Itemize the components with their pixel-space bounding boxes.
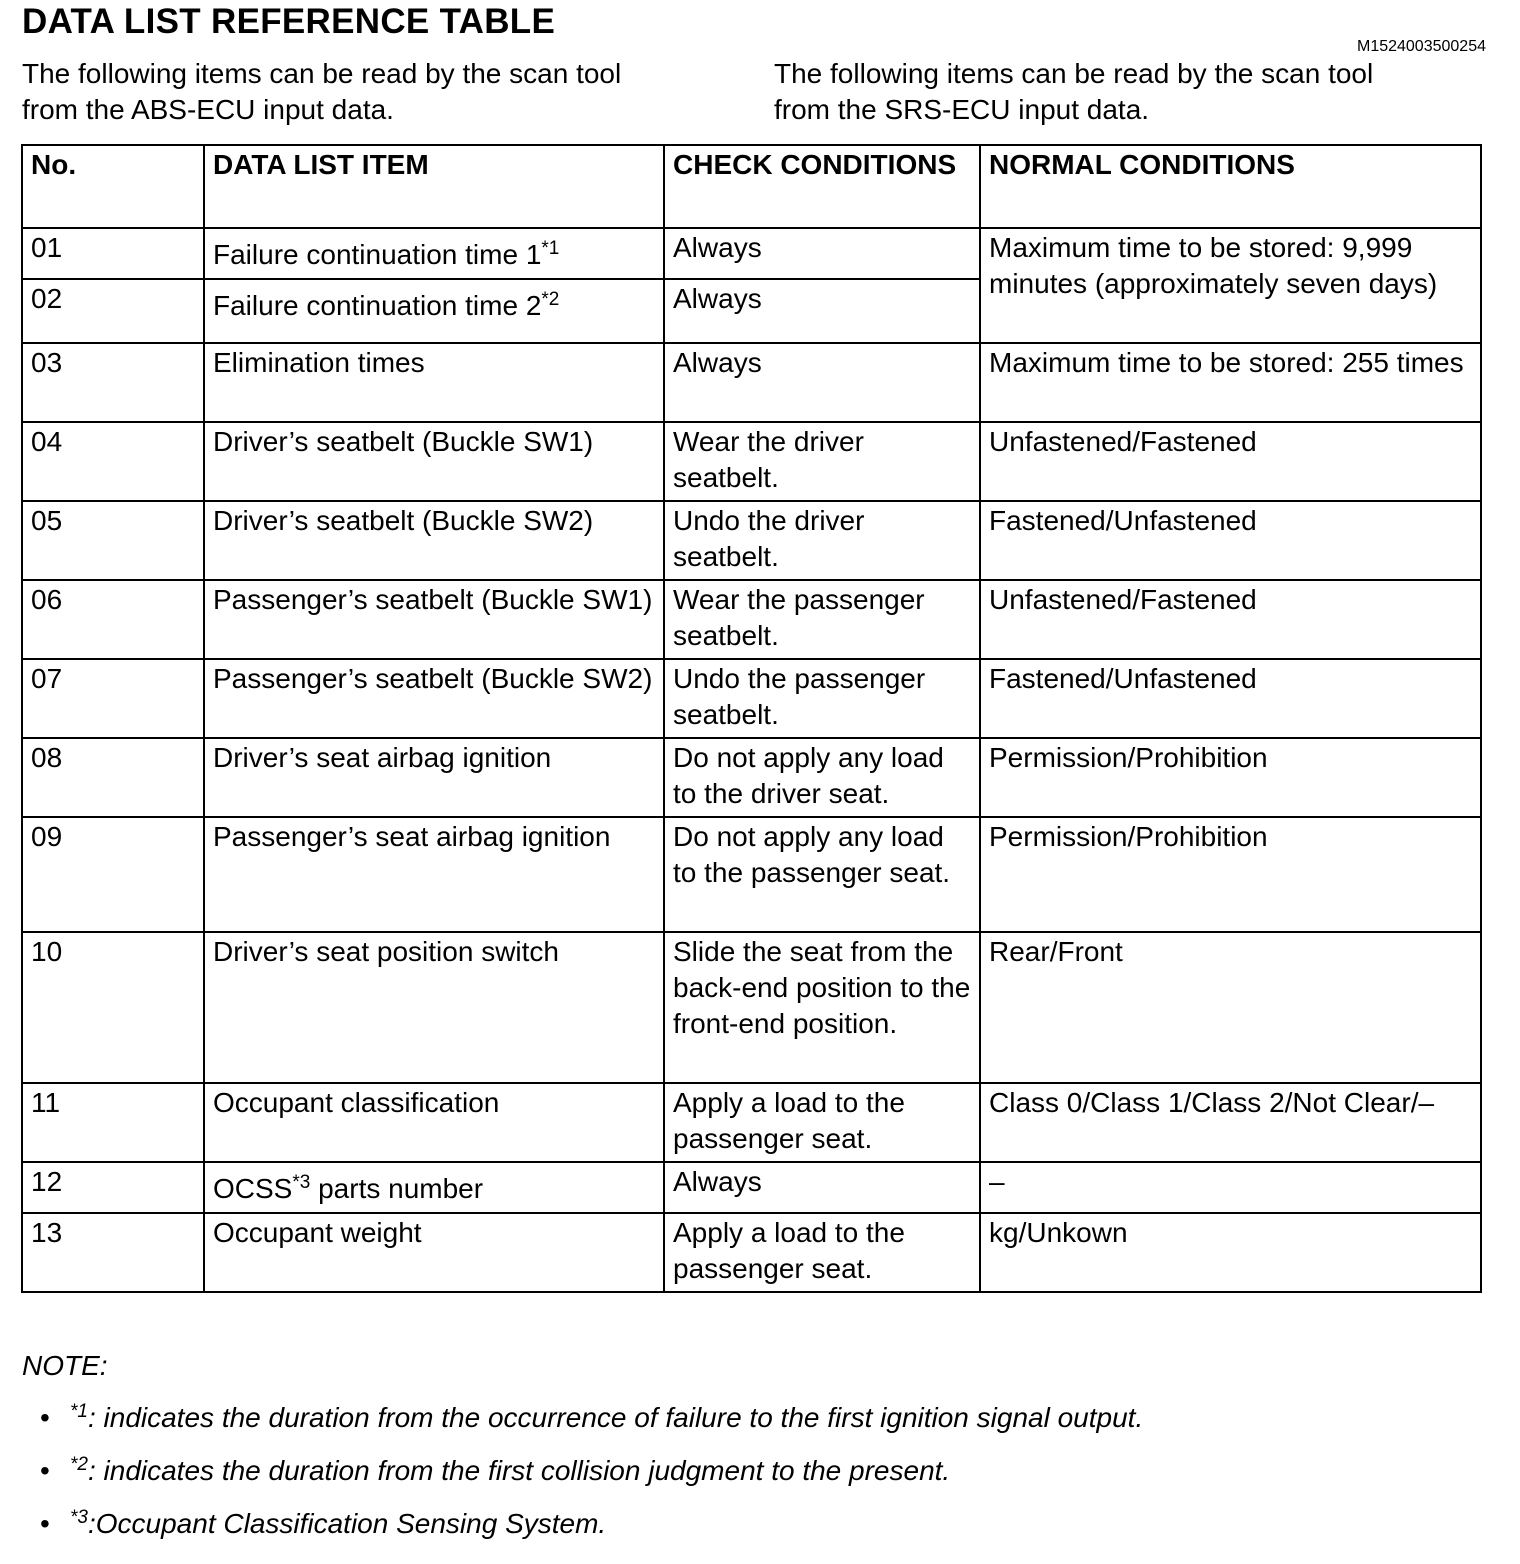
item-text: Failure continuation time 1 (213, 239, 542, 270)
cell-item: Occupant weight (204, 1213, 664, 1292)
cell-item: Driver’s seatbelt (Buckle SW1) (204, 422, 664, 501)
table-row (22, 738, 1481, 817)
table-row (22, 817, 1481, 932)
table-header-row (22, 145, 1481, 228)
cell-check: Apply a load to the passenger seat. (664, 1213, 980, 1292)
cell-no: 11 (22, 1083, 204, 1162)
cell-normal: – (980, 1162, 1481, 1213)
cell-normal: Maximum time to be stored: 9,999 minutes (approximately seven days) (980, 228, 1481, 343)
table-row (22, 422, 1481, 501)
table-row (22, 1162, 1481, 1213)
cell-no: 05 (22, 501, 204, 580)
table-row (22, 1213, 1481, 1292)
cell-no: 12 (22, 1162, 204, 1213)
intro-srs-line-2: from the SRS-ECU input data. (774, 94, 1150, 125)
cell-no: 09 (22, 817, 204, 932)
cell-check: Undo the driver seatbelt. (664, 501, 980, 580)
item-text: OCSS (213, 1173, 293, 1204)
footnote-mark: *2 (541, 289, 560, 310)
cell-check: Do not apply any load to the passenger seat. (664, 817, 980, 932)
cell-no: 02 (22, 279, 204, 343)
cell-check: Always (664, 343, 980, 422)
table-row (22, 501, 1481, 580)
cell-normal: Maximum time to be stored: 255 times (980, 343, 1481, 422)
cell-no: 07 (22, 659, 204, 738)
cell-check: Wear the passenger seatbelt. (664, 580, 980, 659)
cell-item: Occupant classification (204, 1083, 664, 1162)
cell-check: Always (664, 279, 980, 343)
cell-item: Elimination times (204, 343, 664, 422)
cell-item: Passenger’s seatbelt (Buckle SW2) (204, 659, 664, 738)
cell-item (204, 1162, 664, 1213)
cell-normal: Permission/Prohibition (980, 817, 1481, 932)
footnote-mark: *3 (292, 1172, 311, 1193)
cell-normal: Unfastened/Fastened (980, 580, 1481, 659)
cell-no: 10 (22, 932, 204, 1083)
note-text: : indicates the duration from the occurrence of failure to the first ignition signal output. (87, 1402, 1144, 1433)
note-item (22, 1506, 1143, 1559)
intro-abs (22, 56, 621, 128)
cell-check: Wear the driver seatbelt. (664, 422, 980, 501)
cell-item: Driver’s seatbelt (Buckle SW2) (204, 501, 664, 580)
column-header-item: DATA LIST ITEM (204, 145, 664, 228)
column-header-no: No. (22, 145, 204, 228)
cell-check: Apply a load to the passenger seat. (664, 1083, 980, 1162)
cell-check: Always (664, 228, 980, 279)
cell-normal: Unfastened/Fastened (980, 422, 1481, 501)
column-header-normal: NORMAL CONDITIONS (980, 145, 1481, 228)
table-row (22, 228, 1481, 279)
cell-item: Passenger’s seat airbag ignition (204, 817, 664, 932)
cell-check: Do not apply any load to the driver seat. (664, 738, 980, 817)
page-title: DATA LIST REFERENCE TABLE (22, 2, 556, 41)
intro-srs-line-1: The following items can be read by the scan tool (774, 58, 1374, 89)
table-row (22, 932, 1481, 1083)
note-list (22, 1400, 1143, 1559)
cell-normal: Rear/Front (980, 932, 1481, 1083)
note-title: NOTE: (22, 1350, 108, 1381)
intro-abs-line-2: from the ABS-ECU input data. (22, 94, 394, 125)
cell-no: 08 (22, 738, 204, 817)
footnote-mark: *3 (70, 1507, 88, 1528)
data-list-table (21, 144, 1482, 1293)
cell-normal: Fastened/Unfastened (980, 501, 1481, 580)
cell-no: 13 (22, 1213, 204, 1292)
table-row (22, 343, 1481, 422)
table-row (22, 1083, 1481, 1162)
cell-no: 01 (22, 228, 204, 279)
cell-no: 04 (22, 422, 204, 501)
cell-no: 06 (22, 580, 204, 659)
cell-normal: Fastened/Unfastened (980, 659, 1481, 738)
cell-item (204, 279, 664, 343)
cell-normal: Class 0/Class 1/Class 2/Not Clear/– (980, 1083, 1481, 1162)
note-text: :Occupant Classification Sensing System. (87, 1508, 607, 1539)
item-suffix: parts number (310, 1173, 484, 1204)
cell-no: 03 (22, 343, 204, 422)
footnote-mark: *2 (70, 1454, 88, 1475)
note-item (22, 1453, 1143, 1506)
item-text: Failure continuation time 2 (213, 290, 542, 321)
footnote-mark: *1 (70, 1401, 88, 1422)
cell-item: Driver’s seat position switch (204, 932, 664, 1083)
intro-abs-line-1: The following items can be read by the scan tool (22, 58, 622, 89)
bullet-icon: • (40, 1402, 50, 1433)
bullet-icon: • (40, 1455, 50, 1486)
cell-item (204, 228, 664, 279)
cell-check: Slide the seat from the back-end position to the front-end position. (664, 932, 980, 1083)
cell-normal: Permission/Prohibition (980, 738, 1481, 817)
cell-item: Driver’s seat airbag ignition (204, 738, 664, 817)
column-header-check: CHECK CONDITIONS (664, 145, 980, 228)
intro-srs (774, 56, 1373, 128)
table-row (22, 580, 1481, 659)
cell-item: Passenger’s seatbelt (Buckle SW1) (204, 580, 664, 659)
footnote-mark: *1 (541, 238, 560, 259)
note-text: : indicates the duration from the first collision judgment to the present. (87, 1455, 951, 1486)
cell-check: Undo the passenger seatbelt. (664, 659, 980, 738)
cell-normal: kg/Unkown (980, 1213, 1481, 1292)
cell-check: Always (664, 1162, 980, 1213)
document-code: M1524003500254 (1356, 38, 1486, 55)
bullet-icon: • (40, 1508, 50, 1539)
note-item (22, 1400, 1143, 1453)
table-row (22, 659, 1481, 738)
